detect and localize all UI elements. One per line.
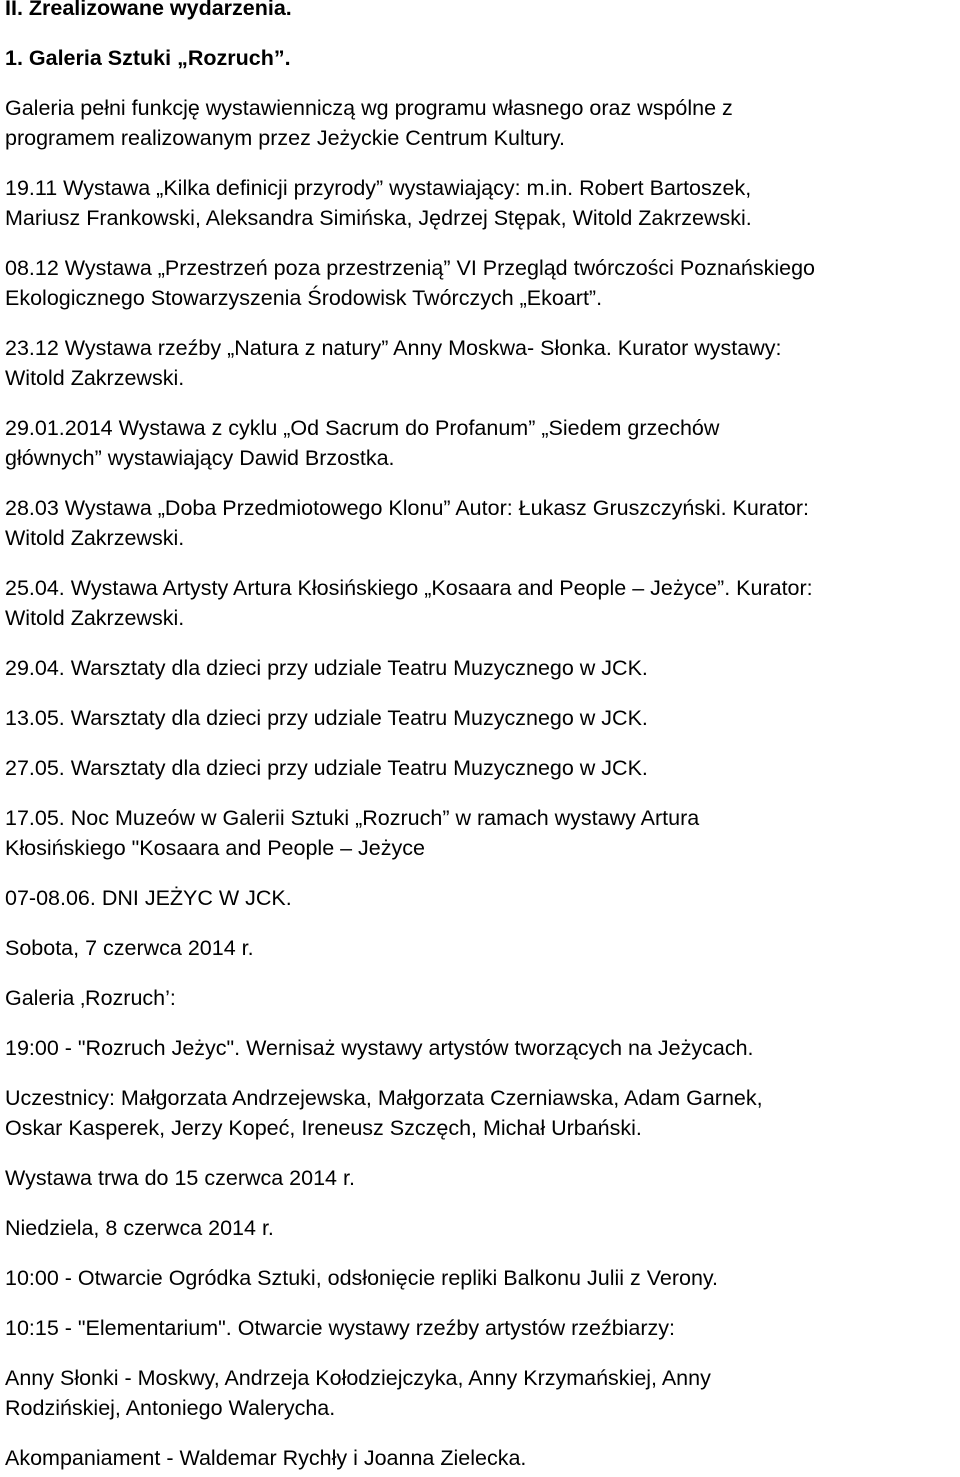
paragraph-line: 19.11 Wystawa „Kilka definicji przyrody” wystawiający: m.in. Robert Bartoszek, xyxy=(5,176,752,200)
paragraph-line: Sobota, 7 czerwca 2014 r. xyxy=(5,936,254,960)
paragraph-line: 25.04. Wystawa Artysty Artura Kłosińskiego „Kosaara and People – Jeżyce”. Kurator: xyxy=(5,576,813,600)
paragraph xyxy=(5,493,960,553)
paragraph xyxy=(5,1313,960,1343)
subheading: 1. Galeria Sztuki „Rozruch”. xyxy=(5,46,291,70)
paragraph-line: Galeria ‚Rozruch’: xyxy=(5,986,176,1010)
paragraph xyxy=(5,703,960,733)
paragraph-line: Galeria pełni funkcję wystawienniczą wg programu własnego oraz wspólne z xyxy=(5,96,733,120)
paragraph-line: Kłosińskiego "Kosaara and People – Jeżyce xyxy=(5,836,425,860)
paragraph xyxy=(5,1213,960,1243)
paragraph-line: Uczestnicy: Małgorzata Andrzejewska, Małgorzata Czerniawska, Adam Garnek, xyxy=(5,1086,763,1110)
paragraph-line: Ekologicznego Stowarzyszenia Środowisk Twórczych „Ekoart”. xyxy=(5,286,603,310)
paragraph-line: 29.01.2014 Wystawa z cyklu „Od Sacrum do Profanum” „Siedem grzechów xyxy=(5,416,720,440)
paragraph xyxy=(5,803,960,863)
paragraph-line: głównych” wystawiający Dawid Brzostka. xyxy=(5,446,395,470)
document-body xyxy=(5,0,960,1473)
paragraph-line: 10:00 - Otwarcie Ogródka Sztuki, odsłonięcie repliki Balkonu Julii z Verony. xyxy=(5,1266,719,1290)
paragraph-line: Niedziela, 8 czerwca 2014 r. xyxy=(5,1216,274,1240)
paragraph-line: 23.12 Wystawa rzeźby „Natura z natury” Anny Moskwa- Słonka. Kurator wystawy: xyxy=(5,336,782,360)
paragraph-line: 29.04. Warsztaty dla dzieci przy udziale Teatru Muzycznego w JCK. xyxy=(5,656,648,680)
paragraph xyxy=(5,933,960,963)
paragraph-line: 17.05. Noc Muzeów w Galerii Sztuki „Rozruch” w ramach wystawy Artura xyxy=(5,806,700,830)
paragraph xyxy=(5,93,960,153)
paragraph xyxy=(5,573,960,633)
paragraph-line: Witold Zakrzewski. xyxy=(5,606,185,630)
paragraph xyxy=(5,1033,960,1063)
paragraph xyxy=(5,883,960,913)
paragraph-line: 08.12 Wystawa „Przestrzeń poza przestrzenią” VI Przegląd twórczości Poznańskiego xyxy=(5,256,815,280)
paragraph-line: 13.05. Warsztaty dla dzieci przy udziale Teatru Muzycznego w JCK. xyxy=(5,706,648,730)
paragraph-line: Mariusz Frankowski, Aleksandra Simińska, Jędrzej Stępak, Witold Zakrzewski. xyxy=(5,206,752,230)
paragraph xyxy=(5,983,960,1013)
paragraph-line: Anny Słonki - Moskwy, Andrzeja Kołodziejczyka, Anny Krzymańskiej, Anny xyxy=(5,1366,711,1390)
paragraph xyxy=(5,1363,960,1423)
paragraph xyxy=(5,753,960,783)
paragraph-line: programem realizowanym przez Jeżyckie Centrum Kultury. xyxy=(5,126,565,150)
paragraph-line: Oskar Kasperek, Jerzy Kopeć, Ireneusz Szczęch, Michał Urbański. xyxy=(5,1116,642,1140)
paragraph xyxy=(5,653,960,683)
paragraph-line: 10:15 - "Elementarium". Otwarcie wystawy rzeźby artystów rzeźbiarzy: xyxy=(5,1316,676,1340)
paragraph-line: 07-08.06. DNI JEŻYC W JCK. xyxy=(5,886,292,910)
paragraph xyxy=(5,253,960,313)
paragraph-line: Wystawa trwa do 15 czerwca 2014 r. xyxy=(5,1166,355,1190)
paragraph-line: 27.05. Warsztaty dla dzieci przy udziale Teatru Muzycznego w JCK. xyxy=(5,756,648,780)
paragraph xyxy=(5,413,960,473)
paragraph xyxy=(5,1083,960,1143)
section-heading: II. Zrealizowane wydarzenia. xyxy=(5,0,292,20)
paragraph xyxy=(5,173,960,233)
paragraph-line: Witold Zakrzewski. xyxy=(5,526,185,550)
paragraph xyxy=(5,333,960,393)
paragraph-line: Akompaniament - Waldemar Rychły i Joanna Zielecka. xyxy=(5,1446,527,1470)
paragraph-line: Rodzińskiej, Antoniego Walerycha. xyxy=(5,1396,336,1420)
paragraph xyxy=(5,1263,960,1293)
paragraph xyxy=(5,1443,960,1473)
paragraph-line: Witold Zakrzewski. xyxy=(5,366,185,390)
paragraph-list xyxy=(5,93,960,1473)
paragraph xyxy=(5,1163,960,1193)
paragraph-line: 19:00 - "Rozruch Jeżyc". Wernisaż wystawy artystów tworzących na Jeżycach. xyxy=(5,1036,754,1060)
paragraph-line: 28.03 Wystawa „Doba Przedmiotowego Klonu” Autor: Łukasz Gruszczyński. Kurator: xyxy=(5,496,810,520)
